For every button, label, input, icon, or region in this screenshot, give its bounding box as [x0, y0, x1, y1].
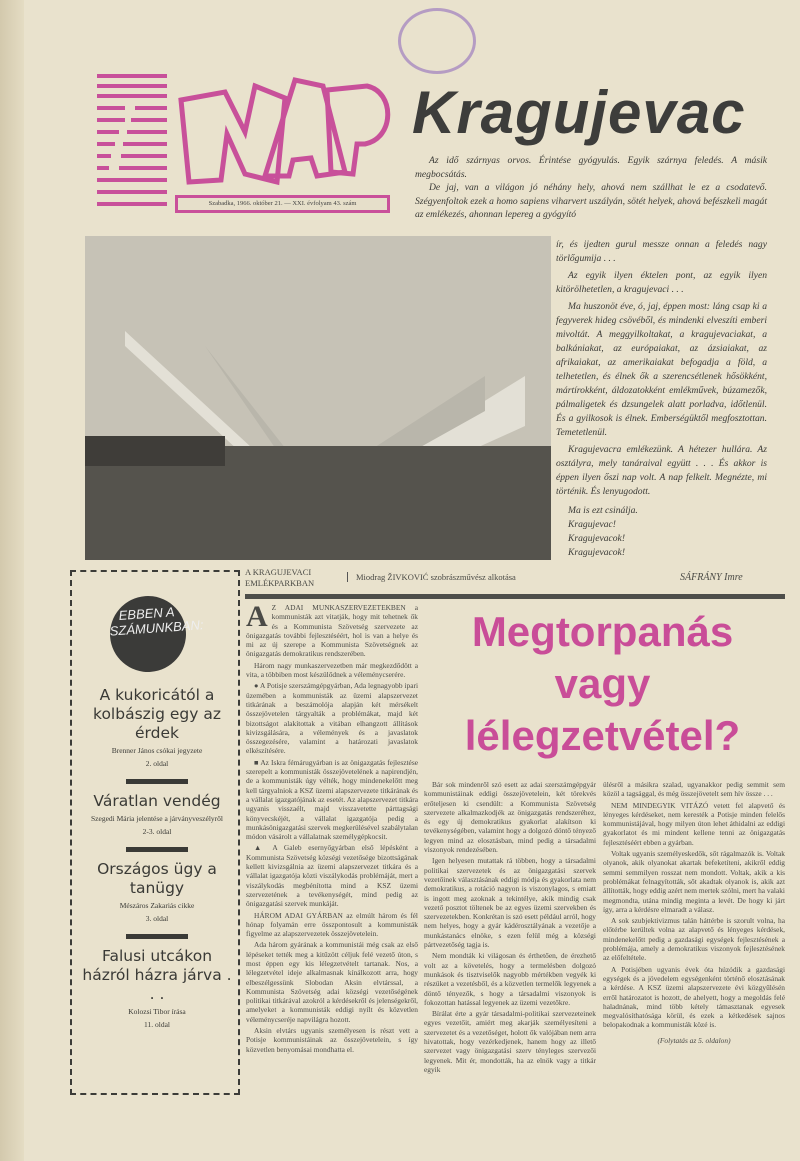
- article-paragraph: HÁROM ADAI GYÁRBAN az elmúlt három és fél hónap folyamán erre összpontosult a kommunisták figyelme az alapszervezetek összejövetelein.: [246, 910, 418, 939]
- contents-page: 11. oldal: [144, 1020, 170, 1029]
- divider: [126, 779, 188, 784]
- article-paragraph: A Potisjében ugyanis évek óta húzódik a gazdasági egységek és a jövedelem egységenként történő elosztásának a kérdése. A KSZ üzemi alapszervezete évi közgyűlésén erről határozatot is hozott, de ahelyett, hogy a megoldás felé haladnának, mind több kétely támasztanak egyesek megvalósíthatósága körül, és ezek a kétkedések sajnos belopakodnak a kommunisták közé is.: [603, 964, 785, 1030]
- article-paragraph: Voltak ugyanis személyeskedők, sőt rágalmazók is. Voltak olyanok, akik olyanokat akartak befeketíteni, akikről eddig semmi semmilyen rosszat nem mondott. Voltak, akik a kis problémákat felnagyították, sőt akadtak olyanok is, akik azt állították, hogy eddig azért nem mertek szólni, mert ha valaki megmondta, utána mindig meginta a levét. De hogy ki járt így, arra a kérdésre elmaradt a válasz.: [603, 849, 785, 914]
- contents-item[interactable]: [78, 686, 236, 769]
- poem-paragraph: Az egyik ilyen éktelen pont, az egyik ilyen kitörölhetetlen, a kragujevaci . . .: [556, 270, 767, 295]
- closing-line: Kragujevac!: [568, 519, 616, 530]
- article-paragraph: Három nagy munkaszervezetben már megkezdődött a vita, a többiben most készülődnek a véleménycserére.: [246, 660, 418, 680]
- closing-line: Kragujevacok!: [568, 533, 626, 544]
- article-paragraph: A sok szubjektivizmus talán háttérbe is szorult volna, ha előtérbe kerültek volna az alapvető és lényeges kérdések, mindenekelőtt pedig a gazdasági egységek fejlesztésének a problémája, amely a demokratikus viszonyok fejlesztésének az előfeltétele.: [603, 916, 785, 963]
- contents-byline: Kolozsi Tibor írása: [128, 1007, 186, 1016]
- library-stamp: [398, 8, 476, 74]
- feature-title: Kragujevac: [412, 79, 746, 146]
- intro-paragraph: De jaj, van a világon jó néhány hely, ahová nem szállhat le ez a csodatevő. Szégyenfoltok ezek a homo sapiens viharvert uszályán, sötét helyek, ahová befészkeli magát az emlékezés, ahonnan lepereg a gyógyító: [415, 182, 767, 220]
- article-paragraph: Bírálat érte a gyár társadalmi-politikai szervezeteinek egyes vezetőit, amiért meg akarják személyesíteni a szervezetet és a vezetőséget, holott ők valójában nem arra hivatottak, hogy vezérkedjenek, hanem hogy az illető szervezet vagy önigazgatási szerv tényleges szervezői legyenek. Mit ér, mondották, ha az elnök vagy a titkár egyik: [424, 1009, 596, 1074]
- article-paragraph: NEM MINDEGYIK VITÁZÓ vetett fel alapvető és lényeges kérdéseket, nem keresték a Potisje minden felelős kommunistájával, hogy milyen úton lehet áthidalni az eddigi gyakorlatot és mi mindent kellene tenni az önigazgatás fejlesztéséért ebben a gyárban.: [603, 800, 785, 847]
- article-paragraph: Bár sok mindenről szó esett az adai szerszámgépgyár kommunistáinak eddigi összejövetelein, két törekvés erőteljesen ki csendült: a Kommunista Szövetség szervezete alkalmazkodjék az önigazgatás rendszeréhez, és egy új demokratikus gyakorlat alakítson ki tevékenységében, valamint hogy a dolgozó döntő tényező legyen mind az elosztásban, mind pedig a társadalmi viszonyok rendezésében.: [424, 780, 596, 855]
- contents-page: 2-3. oldal: [142, 827, 172, 836]
- memorial-photo: [85, 236, 551, 560]
- dateline: Szabadka, 1966. október 21. — XXI. évfolyam 43. szám: [175, 195, 390, 213]
- contents-badge: EBBEN A SZÁMUNKBAN:: [107, 593, 188, 674]
- contents-title: Országos ügy a tanügy: [97, 860, 217, 897]
- contents-page: 3. oldal: [145, 914, 169, 923]
- article-paragraph: Nem mondták ki világosan és érthetően, de érezhető volt az a követelés, hogy a termelésben dolgozó munkások és tisztviselők nagyobb mértékben vegyék ki részüket a vezetésből, és a közvetlen termelők legyenek a döntő tényezők, s hogy a társadalmi viszonyok is fokozottan hatással legyenek az üzemi vezetőkre.: [424, 951, 596, 1007]
- poem-paragraph: Kragujevacra emlékezünk. A hétezer hullára. Az osztályra, mely tanáraival együtt . . . És akkor is éppen ilyen őszi nap volt. A nap felkelt. Megnézte, mi történik. És lenyugodott.: [556, 444, 767, 497]
- page-edge: [0, 0, 24, 1161]
- contents-page: 2. oldal: [145, 759, 169, 768]
- intro-paragraph: Az idő szárnyas orvos. Érintése gyógyulás. Egyik szárnya feledés. A másik megbocsátás.: [415, 155, 767, 180]
- poem-paragraph: Ma huszonöt éve, ó, jaj, éppen most: láng csap ki a fegyverek hideg csövéből, és mindenki elveszíti emberi mivoltát. A meggyilkoltakat, a kragujevaciakat, a balkániakat, az európaiakat, az ázsiaiakat, az afrikaiakat, az amerikaiakat befogadja a föld, a telhetetlen, és élnek ők a szerencsétlenek hősökként, mártírokként, áldozatokként emlékművek, búzamezők, pálmaligetek és dzsungelek alatt porladva, időtlenül. És a gyilkosok is élnek. Emberségüktől megfosztottan. Temetetlenül.: [556, 301, 767, 438]
- closing-line: Kragujevacok!: [568, 547, 626, 558]
- photo-credit: Miodrag ŽIVKOVIĆ szobrászművész alkotása: [347, 572, 516, 582]
- contents-byline: Brenner János csókai jegyzete: [111, 746, 203, 755]
- feature-intro: [415, 154, 767, 222]
- contents-item[interactable]: [78, 947, 236, 1030]
- article-paragraph: Z ADAI MUNKASZERVEZETEKBEN a kommunisták azt vitatják, hogy mit tehetnek ők és a Kommunista Szövetség szervezete az önigazgatás további fejlesztéséért, hol is van a helye és mi az új szerepe a Kommunista Szövetségnek az önigazgatás demokratikus rendszerében.: [246, 603, 418, 659]
- article-paragraph: Ada három gyárának a kommunistái még csak az első lépéseket tették meg a kitűzött céljuk felé vezető úton, s most éppen egy kis lélegzetvételt tartanak. Nos, a lélegzetvétel ideje alkalmasnak kínálkozott arra, hogy elbeszélgessünk Slobodan Aksin elvtárssal, a Kommunista Szövetség adai községi vezetőségének politikai titkárával azokról a kérdésekről és jelenségekről, amelyeket a kommunisták eddigi nyílt és közvetlen véleménycseréje napvilágra hozott.: [246, 940, 418, 1024]
- contents-list: [78, 686, 236, 1030]
- article-headline: Megtorpanás vagy lélegzetvétel?: [464, 608, 741, 759]
- contents-title: Váratlan vendég: [93, 792, 221, 810]
- contents-item[interactable]: [78, 860, 236, 924]
- article-column-2: [424, 780, 596, 1076]
- continued-note[interactable]: (Folytatás az 5. oldalon): [657, 1035, 731, 1045]
- article-column-3: [603, 780, 785, 1047]
- divider: [126, 934, 188, 939]
- article-paragraph: ülésről a másikra szalad, ugyanakkor pedig semmit sem közöl a tagsággal, és még összejövetelt sem hív össze . . .: [603, 780, 785, 799]
- article-paragraph: ■ Az Iskra fémárugyárban is az önigazgatás fejlesztése szerepelt a kommunisták összejövetelének a napirendjén, de a kommunisták úgy vélték, hogy mindenekelőtt meg kell tárgyalniok a KSZ üzemi alapszervezete titkárának és a vállalat igazgatójának az esetét. Az alapszervezet titkára ugyanis visszaélt, majd visszavetette párttagsági könyvecskéjét, a vállalat igazgatója pedig a munkásönigazgatási szervek megkerülésével szabálytalan módon vásárolt a vállalatnak személygépkocsit.: [246, 757, 418, 842]
- closing-line: Ma is ezt csinálja.: [568, 505, 638, 516]
- poem-paragraph: ír, és ijedten gurul messze onnan a feledés nagy törlőgumija . . .: [556, 239, 767, 264]
- photo-caption: A KRAGUJEVACI EMLÉKPARKBAN: [245, 567, 315, 588]
- feature-column: [556, 238, 767, 560]
- feature-author: SÁFRÁNY Imre: [680, 572, 743, 583]
- article-paragraph: ● A Potisje szerszámgépgyárban, Ada legnagyobb ipari üzemében a kommunisták az üzemi alapszervezet titkárának a beszámolója alapján két mérsékelt összejövetelen tárgyalták a problémákat, majd két bizottságot alakítottak a vitában elhangzott állítások kivizsgálására, a vélemények és a javaslatok összegezésére, valamint a határozati javaslatok elkészítésére.: [246, 681, 418, 756]
- section-rule: [245, 594, 785, 599]
- contents-title: A kukoricától a kolbászig egy az érdek: [93, 686, 221, 742]
- article-paragraph: Aksin elvtárs ugyanis személyesen is részt vett a Potisje kommunistáinak az összejövetelein, s így közvetlen benyomásai mondhatta el.: [246, 1026, 418, 1054]
- contents-item[interactable]: [78, 792, 236, 837]
- contents-title: Falusi utcákon házról házra járva . . .: [82, 947, 232, 1003]
- article-paragraph: Igen helyesen mutattak rá többen, hogy a társadalmi politikai szervezetek és az önigazgatási szervek vezetőinek választásának eddigi módja és gyakorlata nem demokratikus, a rotáció nagyon is viszonylagos, s emiatt is ingott meg azoknak a tekintélye, akik mindig csak vezető posztot töltenek be az egyes üzemi szervekben és szervezetekben. Konkrétan is szó esett például arról, hogy nem helyes, hogy a gyár kádérosztályának a vezetője a munkástanács elnöke, s ezen felül még a községi pártvezetőség tagja is.: [424, 856, 596, 950]
- drop-cap: A: [246, 600, 268, 633]
- divider: [126, 847, 188, 852]
- article-column-1: [246, 600, 418, 1056]
- article-paragraph: ▲ A Galeb esernyőgyárban első lépésként a Kommunista Szövetség községi vezetősége bizottságának kellett kivizsgálnia az üzemi alapszervezet titkára és a vállalat igazgatója közti viszálykodás problémáját, mert a viszálykodás megbénította mind a KSZ üzemi szervezetének a tevékenységét, mind pedig az önigazgatási szervek munkáját.: [246, 843, 418, 909]
- contents-byline: Szegedi Mária jelentése a járványveszélyről: [90, 814, 224, 823]
- contents-byline: Mészáros Zakariás cikke: [119, 901, 195, 910]
